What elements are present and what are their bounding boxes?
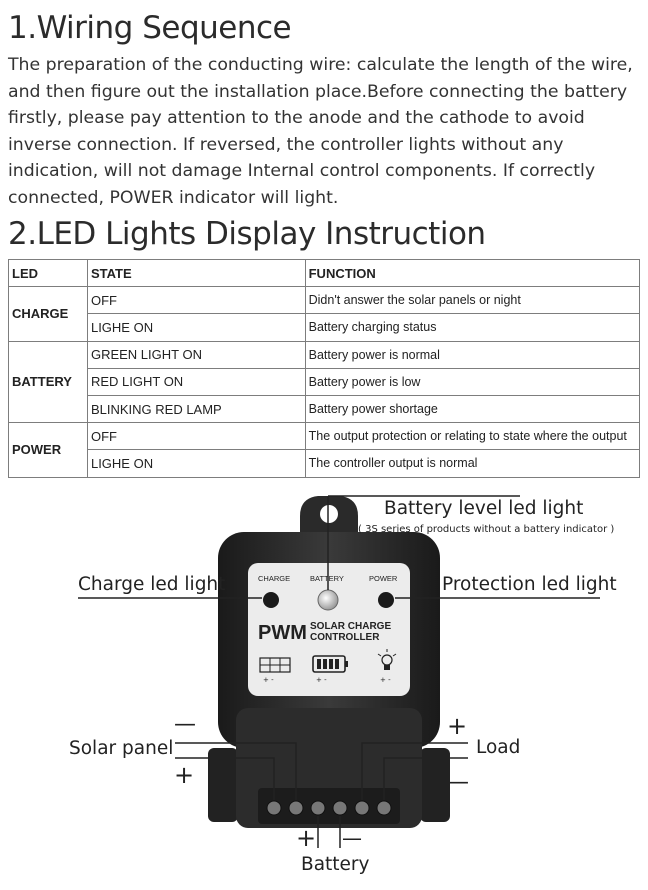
battery-label: Battery — [301, 854, 370, 875]
state-cell: BLINKING RED LAMP — [87, 395, 305, 422]
header-led: LED — [9, 260, 88, 287]
mount-hole — [320, 505, 338, 523]
header-function: FUNCTION — [305, 260, 639, 287]
table-row — [9, 287, 640, 314]
load-minus-sign: — — [447, 770, 469, 795]
load-plus-sign: + — [447, 712, 468, 740]
function-cell: Battery power is normal — [305, 341, 639, 368]
section2-title: 2.LED Lights Display Instruction — [8, 216, 486, 252]
battery-led-label: Battery level led light — [384, 498, 584, 519]
battery-minus-sign: — — [342, 826, 362, 850]
svg-text:+ -: + - — [316, 676, 327, 684]
charge-led — [263, 592, 279, 608]
function-cell: Battery power shortage — [305, 395, 639, 422]
solar-minus-sign: — — [174, 712, 196, 737]
load-label: Load — [476, 737, 521, 758]
svg-text:+ -: + - — [380, 676, 391, 684]
led-group-battery: BATTERY — [9, 341, 88, 423]
function-cell: Battery power is low — [305, 368, 639, 395]
table-row — [9, 450, 640, 477]
led-group-power: POWER — [9, 423, 88, 477]
led-table — [8, 259, 640, 478]
table-header-row — [9, 260, 640, 287]
header-state: STATE — [87, 260, 305, 287]
panel-battery-text: BATTERY — [310, 574, 344, 583]
battery-led-note: ( 3S series of products without a battery indicator ) — [358, 524, 615, 535]
left-grip — [208, 748, 238, 822]
panel-power-text: POWER — [369, 574, 398, 583]
table-row — [9, 423, 640, 450]
table-row — [9, 368, 640, 395]
function-cell: Didn't answer the solar panels or night — [305, 287, 639, 314]
led-group-charge: CHARGE — [9, 287, 88, 341]
product-line2: CONTROLLER — [310, 632, 380, 643]
product-line1: SOLAR CHARGE — [310, 621, 392, 632]
power-led — [378, 592, 394, 608]
wiring-instructions: The preparation of the conducting wire: calculate the length of the wire, and then figure out the installation place.Before connecting the battery firstly, please pay attention to the anode and the cathode to avoid inverse connection. If reversed, the controller lights without any indication, will not damage Internal control components. If correctly connected, POWER indicator will light. — [8, 55, 633, 208]
state-cell: LIGHE ON — [87, 450, 305, 477]
state-cell: OFF — [87, 287, 305, 314]
function-cell: The output protection or relating to state where the output — [305, 423, 639, 450]
state-cell: RED LIGHT ON — [87, 368, 305, 395]
brand-label: PWM — [258, 622, 307, 644]
table-row — [9, 395, 640, 422]
table-row — [9, 314, 640, 341]
controller-diagram — [0, 488, 648, 890]
solar-panel-label: Solar panel — [69, 738, 174, 759]
table-row — [9, 341, 640, 368]
battery-plus-sign: + — [296, 824, 317, 852]
right-grip — [420, 748, 450, 822]
section1-title: 1.Wiring Sequence — [8, 10, 292, 46]
panel-charge-text: CHARGE — [258, 574, 291, 583]
svg-text:+ -: + - — [263, 676, 274, 684]
charge-led-label: Charge led light — [78, 574, 226, 595]
function-cell: The controller output is normal — [305, 450, 639, 477]
state-cell: GREEN LIGHT ON — [87, 341, 305, 368]
state-cell: OFF — [87, 423, 305, 450]
state-cell: LIGHE ON — [87, 314, 305, 341]
controller-illustration — [0, 488, 648, 890]
solar-plus-sign: + — [174, 761, 195, 789]
battery-led — [318, 590, 338, 610]
function-cell: Battery charging status — [305, 314, 639, 341]
protection-led-label: Protection led light — [442, 574, 617, 595]
